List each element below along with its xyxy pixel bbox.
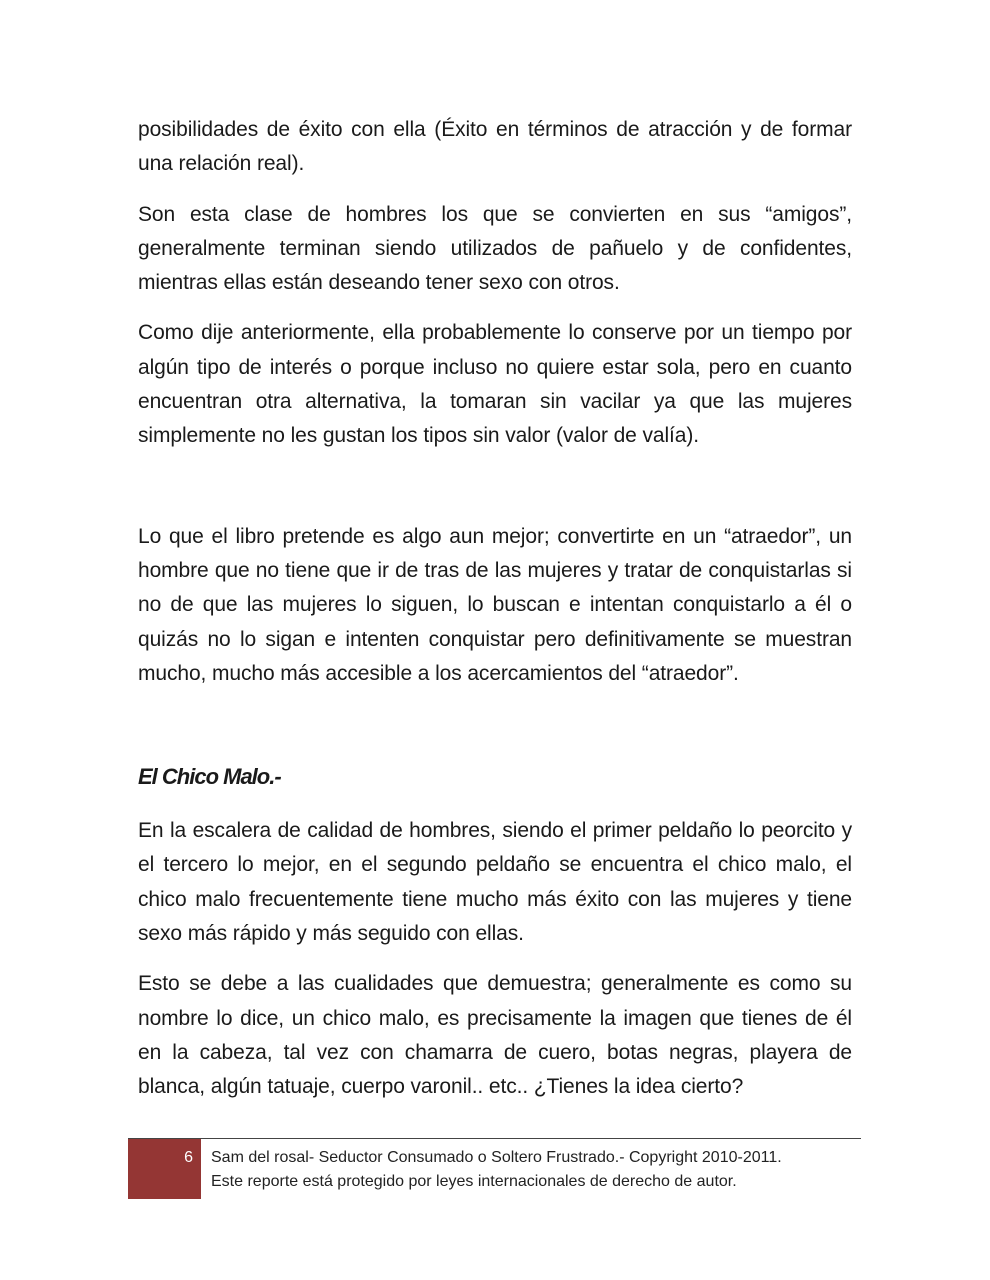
section-paragraph: Esto se debe a las cualidades que demuestra; generalmente es como su nombre lo dice, un chico malo, es precisamente la imagen que tienes de él en la cabeza, tal vez con chamarra de cuero, botas negras, playera de blanca, algún tatuaje, cuerpo varonil.. etc.. ¿Tienes la idea cierto? [138,972,852,1099]
page-body [138,113,852,1121]
body-paragraph: Como dije anteriormente, ella probablemente lo conserve por un tiempo por algún tipo de interés o porque incluso no quiere estar sola, pero en cuanto encuentran otra alternativa, la tomaran sin vacilar ya que las mujeres simplemente no les gustan los tipos sin valor (valor de valía). [138,321,852,448]
section-paragraph: En la escalera de calidad de hombres, siendo el primer peldaño lo peorcito y el tercero lo mejor, en el segundo peldaño se encuentra el chico malo, el chico malo frecuentemente tiene mucho más éxito con las mujeres y tiene sexo más rápido y más seguido con ellas. [138,819,852,946]
footer-text [211,1146,782,1194]
section-heading: El Chico Malo.- [138,764,281,790]
page-number-box [128,1139,201,1199]
footer-copyright-line: Sam del rosal- Seductor Consumado o Soltero Frustrado.- Copyright 2010-2011. [211,1149,782,1166]
body-paragraph: Lo que el libro pretende es algo aun mejor; convertirte en un “atraedor”, un hombre que no tiene que ir de tras de las mujeres y tratar de conquistarlas si no de que las mujeres lo siguen, lo buscan e intentan conquistarlo a él o quizás no lo sigan e intenten conquistar pero definitivamente se muestran mucho, mucho más accesible a los acercamientos del “atraedor”. [138,524,852,685]
page-footer [128,1138,861,1200]
footer-notice-line: Este reporte está protegido por leyes internacionales de derecho de autor. [211,1173,737,1190]
footer-divider [128,1138,861,1139]
body-paragraph: posibilidades de éxito con ella (Éxito en términos de atracción y de formar una relación real). [138,118,852,176]
body-paragraph: Son esta clase de hombres los que se convierten en sus “amigos”, generalmente terminan siendo utilizados de pañuelo y de confidentes, mientras ellas están deseando tener sexo con otros. [138,202,852,295]
page-number: 6 [184,1149,193,1166]
